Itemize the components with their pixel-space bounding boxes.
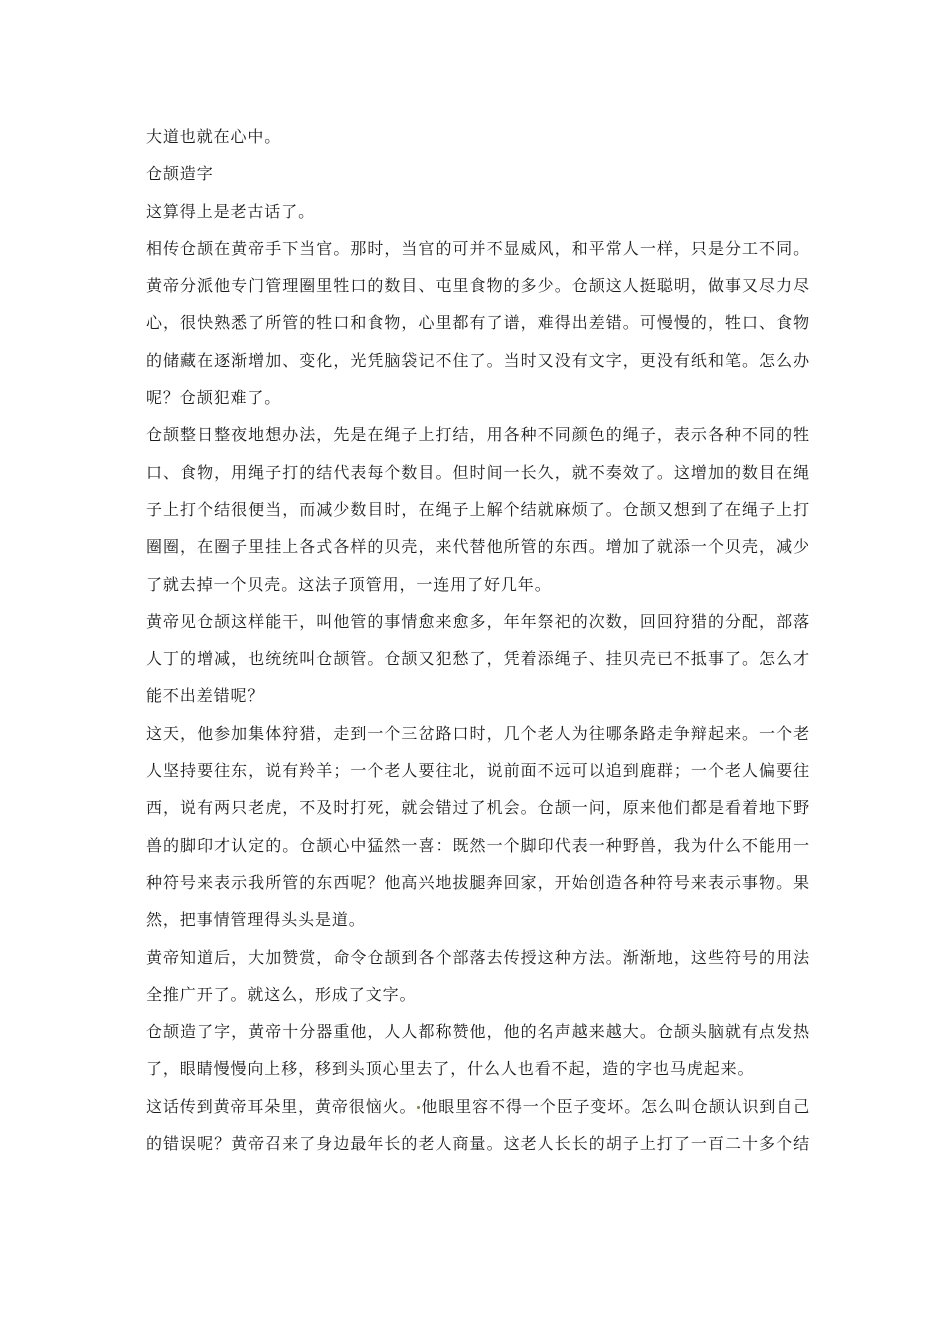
text-line: 子上打个结很便当，而减少数目时，在绳子上解个结就麻烦了。仓颉又想到了在绳子上打 [146,499,810,519]
section-title: 仓颉造字 [146,164,214,184]
text-line: 仓颉整日整夜地想办法，先是在绳子上打结，用各种不同颜色的绳子，表示各种不同的牲 [146,425,810,445]
stray-mark [417,1106,420,1109]
text-line: 这天，他参加集体狩猎，走到一个三岔路口时，几个老人为往哪条路走争辩起来。一个老 [146,723,810,743]
text-line: 大道也就在心中。 [146,127,282,146]
text-segment: 他眼里容不得一个臣子变坏。怎么叫仓颉认识到自己 [421,1096,810,1116]
text-line: 相传仓颉在黄帝手下当官。那时，当官的可并不显威风，和平常人一样，只是分工不同。 [146,238,810,258]
text-line: 然，把事情管理得头头是道。 [146,910,366,930]
text-line: 人坚持要往东，说有羚羊；一个老人要往北，说前面不远可以追到鹿群；一个老人偏要往 [146,761,810,781]
text-line: 黄帝分派他专门管理圈里牲口的数目、屯里食物的多少。仓颉这人挺聪明，做事又尽力尽 [146,276,810,296]
text-line: 的错误呢？黄帝召来了身边最年长的老人商量。这老人长长的胡子上打了一百二十多个结 [146,1134,810,1154]
text-line: 口、食物，用绳子打的结代表每个数目。但时间一长久，就不奏效了。这增加的数目在绳 [146,462,810,482]
document-body [146,118,810,1162]
text-line: 了就去掉一个贝壳。这法子顶管用，一连用了好几年。 [146,574,552,594]
text-line: 的储藏在逐渐增加、变化，光凭脑袋记不住了。当时又没有文字，更没有纸和笔。怎么办 [146,350,810,370]
text-line: 圈圈，在圈子里挂上各式各样的贝壳，来代替他所管的东西。增加了就添一个贝壳，减少 [146,537,810,557]
text-line: 种符号来表示我所管的东西呢？他高兴地拔腿奔回家，开始创造各种符号来表示事物。果 [146,872,810,892]
text-line: 西，说有两只老虎，不及时打死，就会错过了机会。仓颉一问，原来他们都是看着地下野 [146,798,810,818]
text-line: 兽的脚印才认定的。仓颉心中猛然一喜：既然一个脚印代表一种野兽，我为什么不能用一 [146,835,810,855]
text-line: 呢？仓颉犯难了。 [146,388,282,408]
text-line: 能不出差错呢？ [146,686,265,706]
text-line: 心，很快熟悉了所管的牲口和食物，心里都有了谱，难得出差错。可慢慢的，牲口、食物 [146,313,810,333]
text-line: 全推广开了。就这么，形成了文字。 [146,984,417,1004]
text-line: 黄帝见仓颉这样能干，叫他管的事情愈来愈多，年年祭祀的次数，回回狩猎的分配，部落 [146,611,810,631]
text-line: 仓颉造了字，黄帝十分器重他，人人都称赞他，他的名声越来越大。仓颉头脑就有点发热 [146,1022,810,1042]
text-line: 人丁的增减，也统统叫仓颉管。仓颉又犯愁了，凭着添绳子、挂贝壳已不抵事了。怎么才 [146,649,810,669]
text-line: 这算得上是老古话了。 [146,201,316,221]
text-line: 黄帝知道后，大加赞赏，命令仓颉到各个部落去传授这种方法。渐渐地，这些符号的用法 [146,947,810,967]
text-line: 了，眼睛慢慢向上移，移到头顶心里去了，什么人也看不起，造的字也马虎起来。 [146,1059,755,1079]
text-segment: 这话传到黄帝耳朵里，黄帝很恼火。 [146,1096,417,1116]
text-line-composite [146,1088,810,1125]
